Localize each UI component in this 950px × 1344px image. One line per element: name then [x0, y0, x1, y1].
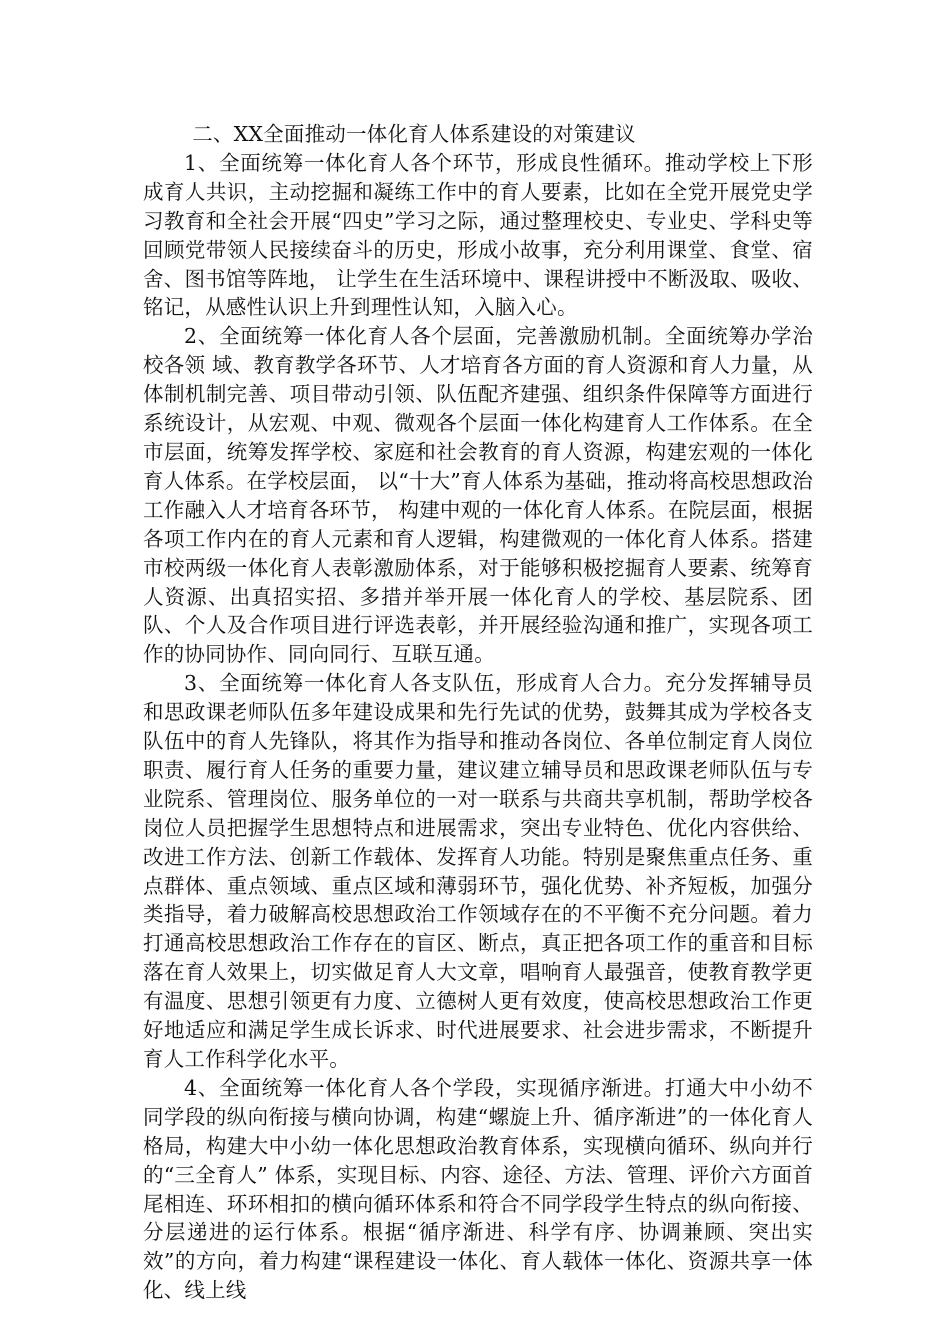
paragraph-4: 4、全面统筹一体化育人各个学段，实现循序渐进。打通大中小幼不同学段的纵向衔接与横向协调，构建“螺旋上升、循序渐进”的一体化育人格局，构建大中小幼一体化思想政治教育体系，实现横向循环、纵向并行的“三全育人” 体系，实现目标、内容、途径、方法、管理、评价六方面首尾相连、环环相扣的横向循环体系和符合不同学段学生特点的纵向衔接、分层递进的运行体系。根据“循序渐进、科学有序、协调兼顾、突出实效”的方向，着力构建“课程建设一体化、育人载体一体化、资源共享一体化、线上线 — [143, 1075, 813, 1303]
paragraph-1: 1、全面统筹一体化育人各个环节，形成良性循环。推动学校上下形成育人共识，主动挖掘和凝练工作中的育人要素，比如在全党开展党史学习教育和全社会开展“四史”学习之际，通过整理校史、专业史、学科史等回顾党带领人民接续奋斗的历史，形成小故事，充分利用课堂、食堂、宿舍、图书馆等阵地， 让学生在生活环境中、课程讲授中不断汲取、吸收、铭记，从感性认识上升到理性认知，入脑入心。 — [143, 150, 813, 320]
document-body — [143, 120, 813, 1305]
paragraph-3: 3、全面统筹一体化育人各支队伍，形成育人合力。充分发挥辅导员和思政课老师队伍多年建设成果和先行先试的优势，鼓舞其成为学校各支队伍中的育人先锋队，将其作为指导和推动各岗位、各单位制定育人岗位职责、履行育人任务的重要力量，建议建立辅导员和思政课老师队伍与专业院系、管理岗位、服务单位的一对一联系与共商共享机制，帮助学校各岗位人员把握学生思想特点和进展需求，突出专业特色、优化内容供给、改进工作方法、创新工作载体、发挥育人功能。特别是聚焦重点任务、重点群体、重点领域、重点区域和薄弱环节，强化优势、补齐短板，加强分类指导，着力破解高校思想政治工作领域存在的不平衡不充分问题。着力打通高校思想政治工作存在的盲区、断点，真正把各项工作的重音和目标落在育人效果上，切实做足育人大文章，唱响育人最强音，使教育教学更有温度、思想引领更有力度、立德树人更有效度，使高校思想政治工作更好地适应和满足学生成长诉求、时代进展要求、社会进步需求，不断提升育人工作科学化水平。 — [143, 671, 813, 1071]
paragraph-2: 2、全面统筹一体化育人各个层面，完善激励机制。全面统筹办学治校各领 域、教育教学各环节、人才培育各方面的育人资源和育人力量，从体制机制完善、项目带动引领、队伍配齐建强、组织条件保障等方面进行系统设计，从宏观、中观、微观各个层面一体化构建育人工作体系。在全市层面，统筹发挥学校、家庭和社会教育的育人资源，构建宏观的一体化育人体系。在学校层面， 以“十大”育人体系为基础，推动将高校思想政治工作融入人才培育各环节， 构建中观的一体化育人体系。在院层面，根据各项工作内在的育人元素和育人逻辑，构建微观的一体化育人体系。搭建市校两级一体化育人表彰激励体系，对于能够积极挖掘育人要素、统筹育人资源、出真招实招、多措并举开展一体化育人的学校、基层院系、团队、个人及合作项目进行评选表彰，并开展经验沟通和推广，实现各项工作的协同协作、同向同行、互联互通。 — [143, 324, 813, 667]
section-heading: 二、XX全面推动一体化育人体系建设的对策建议 — [192, 122, 636, 146]
